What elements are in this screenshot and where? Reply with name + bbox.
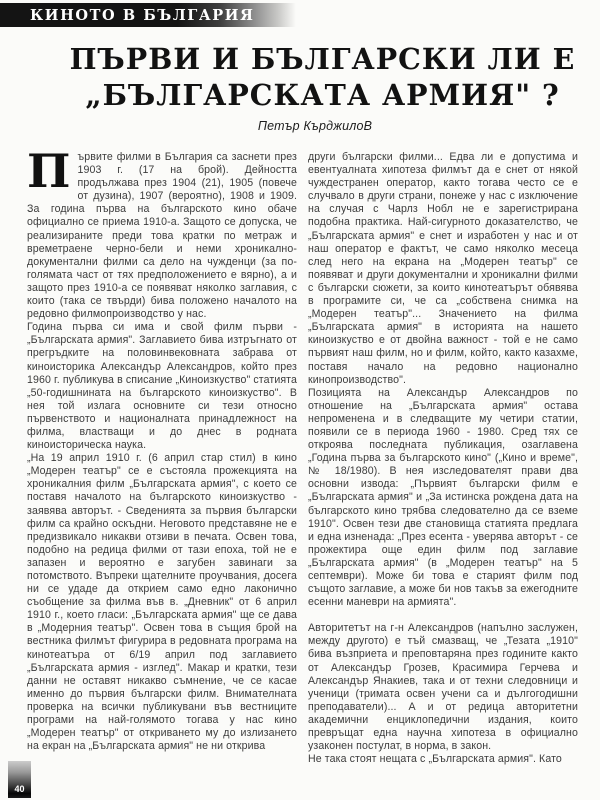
article-author: Петър КърджилоВ <box>257 119 373 133</box>
paragraph: Не така стоят нещата с „Българската армия". Като <box>308 753 562 766</box>
article-column-right <box>308 151 578 766</box>
paragraph: Авторитетът на г-н Александров (напълно заслужен, между другото) е тъй смазващ, че „Тезата „1910" бива възприета и преповтаряна през годините както от Александър Грозев, Красимира Герчева и Александър Янакиев, така и от техни следовници и ученици (тримата освен учени са и дългогодишни преподаватели)... А и от редица авторитетни академични енциклопедични издания, които превръщат една научна хипотеза в официално узаконен постулат, в норма, в закон. <box>308 622 578 753</box>
paragraph: други български филми... Едва ли е допустима и евентуалната хипотеза филмът да е снет от някой чуждестранен оператор, както тогава често се е случвало в други страни, понеже у нас с изключение на случая с Чарлз Нобл не е зарегистрирана подобна практика. Най-сигурното доказателство, че „Българската армия" е снет и изработен у нас и от наш оператор е фактът, че само няколко месеца след него на екрана на „Модерен театър" се появяват и други документални и хроникални филми с български сюжети, за които кинотеатърът обявява в програмите си, че са „собствена снимка на „Модерен театър"... Значението на филма „Българската армия" в историята на нашето киноизкуство е от двойна важност - той е не само първият наш филм, но и филм, който, както казахме, поставя начало на редовно национално кинопроизводство". <box>308 151 578 386</box>
article-body <box>27 144 579 766</box>
drop-cap: П <box>27 144 71 198</box>
article-column-left <box>27 144 297 766</box>
article-title-line1: ПЪРВИ И БЪЛГАРСКИ ЛИ Е <box>69 42 576 76</box>
paragraph: Година първа си има и свой филм първи - „Българската армия". Заглавието бива изтръгнато от прегръдките на половинвековната забрава от киноисторика Александър Александров, който през 1960 г. публикува в списание „Киноизкуство" статията „50-годишнината на българското киноизкуство". В нея той излага основните си тези относно първенството и националната принадлежност на филма, властващи и до днес в родната киноисторическа наука. <box>27 321 297 452</box>
section-rubric-label: КИНОТО В БЪЛГАРИЯ <box>30 6 255 24</box>
paragraph-text: ървите филми в България са заснети през 1903 г. (17 на брой). Дейността продължава през 1904 (21), 1905 (повече от дузина), 1907 (вероятно), 1908 и 1909. За година първа на българското кино обаче официално се приема 1910-а. Защото се допуска, че реализираните преди това кратки по метраж и времетраене черно-бели и неми хроникално-документални филми са дело на чужденци (за по-голямата част от тях предположението е вярно), а и защото през 1910-а се появяват няколко заглавия, с които (така се твърди) бива положено началото на редовно филмопроизводство у нас. <box>27 151 297 321</box>
section-rubric-bar <box>0 3 296 27</box>
article-title-line2: „БЪЛГАРСКАТА АРМИЯ" ? <box>85 78 560 112</box>
paragraph: „На 19 април 1910 г. (6 април стар стил) в кино „Модерен театър" се е състояла прожекцията на хроникалния филм „Българската армия", с което се поставя началото на българското киноизкуство - заявява авторът. - Сведенията за първия български филм са крайно оскъдни. Неговото представяне не е предизвикало никакви отзиви в печата. Освен това, подобно на редица филми от тази епоха, той не е запазен и вероятно е загубен завинаги за потомството. Въпреки щателните проучвания, досега ни се удаде да открием само едно лаконично съобщение за филма във в. „Дневник" от 6 април 1910 г., което гласи: „Българската армия" ще се дава в „Модерния театър". Освен това в същия брой на вестника филмът фигурира в редовната програма на кинотеатъра от 6/19 април под заглавието „Българската армия - изглед". Макар и кратки, тези данни не оставят никакво съмнение, че се касае именно до първия български филм. Внимателната проверка на всички публикувани във вестниците програми на най-голямото тогава у нас кино „Модерен театър" от откриването му до излизането на екран на „Българската армия" не ни открива <box>27 452 297 753</box>
page-number-tab <box>8 761 31 798</box>
article-title <box>55 41 590 113</box>
paragraph <box>27 144 297 321</box>
page-number: 40 <box>14 784 25 794</box>
paragraph: Позицията на Александър Александров по отношение на „Българската армия" остава непроменена и в следващите му четири статии, появили се в периода 1960 - 1980. Сред тях се откроява последната публикация, озаглавена „Година първа за българското кино" („Кино и време", № 18/1980). В нея изследователят прави два основни извода: „Първият български филм е „Българската армия" и „За истинска рождена дата на българското кино трябва следователно да се вземе 1910". Освен тези две становища статията предлага и една изненада: „През есента - уверява авторът - се прожектира още един филм под заглавие „Българската армия" (в „Модерен театър" на 5 септември). Може би това е старият филм под същото заглавие, а може би нов такъв за ежегодните есенни маневри на армията". <box>308 386 578 609</box>
